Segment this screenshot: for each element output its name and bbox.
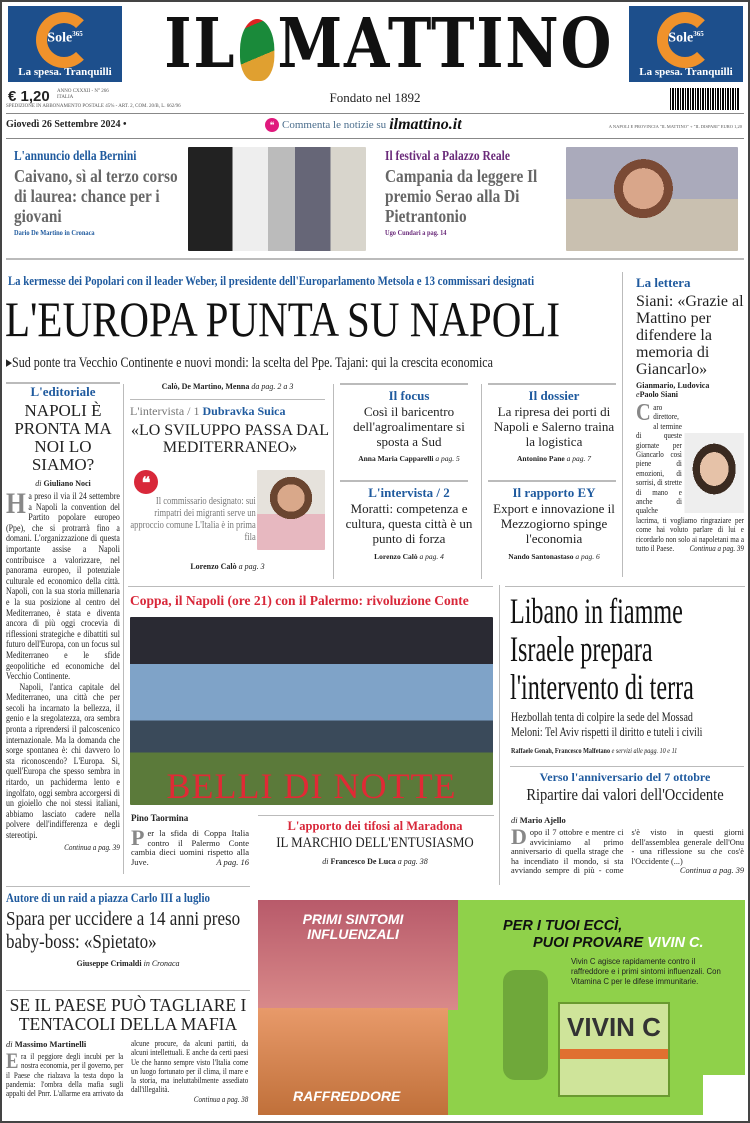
photo-giancarlo-siani xyxy=(684,433,744,513)
sport-text: Per la sfida di Coppa Italia contro il Palermo Conte cambia dieci uomini rispetto alla Juve. A pag. 16 xyxy=(131,825,249,867)
teaser-bernini[interactable]: L'annuncio della Bernini Caivano, sì al terzo corso di laurea: chance per i giovani Dario De Martino in Cronaca xyxy=(14,148,178,237)
tube-mascot-icon xyxy=(503,970,548,1080)
country: ITALIA xyxy=(57,95,74,100)
comment-link[interactable]: ❝ Commenta le notizie su ilmattino.it xyxy=(265,116,462,134)
rooster-logo-icon xyxy=(240,19,274,81)
product-box: VIVIN C xyxy=(558,1002,670,1097)
sponsor-logo-left[interactable]: Sole$^{365}$ La spesa. Tranquilli xyxy=(8,6,122,82)
photo-title: BELLI DI NOTTE xyxy=(166,766,457,806)
mafia-title[interactable]: SE IL PAESE PUÒ TAGLIARE I TENTACOLI DELLA MAFIA xyxy=(9,995,247,1034)
letter-siani[interactable]: La lettera Siani: «Grazie al Mattino per difendere la memoria di Giancarlo» Gianmario, Ludovica ePaolo Siani Caro direttore, al termine di queste giornate per Giancarlo così piene di emozioni, di sorrisi, di strette di mano e anche di qualche lacrima, ti vogliamo ringraziare per come hai voluto parlare di lui e ricordarlo non solo ai napoletani ma a tutto il Paese. Continua a pag. 39 xyxy=(636,275,744,554)
lead-kicker: La kermesse dei Popolari con il leader Weber, il presidente dell'Europarlamento Metsola e 13 commissari designati xyxy=(8,274,535,288)
sport-kicker: Coppa, il Napoli (ore 21) con il Palermo: rivoluzione Conte xyxy=(130,593,469,608)
sponsor-logo-right[interactable]: Sole$^{365}$ La spesa. Tranquilli xyxy=(629,6,743,82)
box-ey[interactable]: Il rapporto EY Export e innovazione il Mezzogiorno spinge l'economia Nando Santonastaso a pag. 6 xyxy=(488,480,620,561)
lebanon-headline[interactable]: Libano in fiamme Israele prepara l'intervento di terra xyxy=(510,591,694,707)
speech-bubble-icon: ❝ xyxy=(265,118,279,132)
teaser-festival[interactable]: Il festival a Palazzo Reale Campania da leggere Il premio Serao alla Di Pietrantonio Ugo Cundari a pag. 14 xyxy=(385,148,538,237)
lebanon-sub: Hezbollah tenta di colpire la sede del Mossad Meloni: Tel Aviv rispetti il diritto e tuteli i civili xyxy=(511,710,703,739)
menarini-logo xyxy=(703,1075,745,1115)
box-interview2[interactable]: L'intervista / 2 Moratti: competenza e cultura, questa città è un punto di forza Lorenzo Calò a pag. 4 xyxy=(340,480,478,561)
editorial[interactable]: L'editoriale NAPOLI È PRONTA MA NOI LO SIAMO? di Giuliano Noci Ha preso il via il 24 settembre a Napoli la convention del Partito popolare europeo (Ppe), che si protrarrà fino a domani. L'organizzazione di questa importante assise a Napoli contribuisce a valorizzare, nel panorama europeo, il potenziale culturale ed economico della città. Napoli, con la sua storia millenaria e la sua posizione al centro del Mediterraneo, è stata e diventa ancora di più oggi crocevia di riflessioni strategiche e dibattiti sul futuro dell'Europa, con un focus sul Mediterraneo e le sfide geopolitiche ed economiche del Vecchio Continente. Napoli, l'antica capitale del Mediterraneo, una città che per secoli ha incarnato la bellezza, il genio e la sregolatezza, ora sembra pronta a riprendersi il palcoscenico internazionale. Ma la domanda che sorge spontanea è: chi davvero lo sta riconoscendo? L'Europa. Sì, quell'Europa che spesso sembra in ritardo, un pachiderma lento e ingolfato, oggi sembra accorgersi di un gioiello che noi stessi italiani, abbiamo lasciato cadere nella polvere dell'indifferenza e degli stereotipi. Continua a pag. 39 xyxy=(6,384,120,852)
photo-suica xyxy=(257,470,325,550)
box-dossier[interactable]: Il dossier La ripresa dei porti di Napoli e Salerno traina la logistica Antonino Pane a pag. 7 xyxy=(488,383,620,463)
regional-price: A NAPOLI E PROVINCIA "IL MATTINO" + "IL DISPARI" EURO 1,20 xyxy=(608,124,742,129)
postal-info: SPEDIZIONE IN ABBONAMENTO POSTALE 45% - ART. 2, COM. 20/B, L. 662/96 xyxy=(6,104,181,109)
barcode xyxy=(670,88,740,110)
interview-quote: Il commissario designato: sui rimpatri dei migranti serve un approccio comune L'Italia è in prima fila xyxy=(130,496,256,543)
lead-subheadline: ▸Sud ponte tra Vecchio Continente e nuovi mondi: la scelta del Ppe. Tajani: qui la crescita economica xyxy=(6,355,493,371)
quote-icon: ❝ xyxy=(134,470,158,494)
maradona-article[interactable]: L'apporto dei tifosi al Maradona IL MARCHIO DELL'ENTUSIASMO di Francesco De Luca a pag. 38 xyxy=(276,819,474,866)
lead-headline[interactable]: L'EUROPA PUNTA SU NAPOLI xyxy=(5,291,561,347)
crime-article[interactable]: Autore di un raid a piazza Carlo III a luglio Spara per uccidere a 14 anni preso baby-boss: «Spietato» Giuseppe Crimaldi in Cronaca xyxy=(6,890,241,968)
founded: Fondato nel 1892 xyxy=(329,90,421,105)
box-focus[interactable]: Il focus Così il baricentro dell'agroalimentare si sposta a Sud Anna Maria Capparelli a pag. 5 xyxy=(340,383,478,463)
newspaper-title[interactable]: IL MATTINO xyxy=(164,4,614,84)
mafia-text: Era il peggiore degli incubi per la nostra economia, per il governo, per il Paese che rialzava la testa dopo la pandemia: l'ombra della mafia sugli appalti del Pnrr. L'allarme era arrivato da alcune procure, da alcuni partiti, da alcuni intellettuali. E anche da certi paesi Ue che hanno sempre visto l'Italia come un luogo fortunato per il clima, il mare e la storia, ma ineluttabilmente assediato dall'illegalità. Continua a pag. 38 xyxy=(6,1039,249,1104)
interview-suica[interactable]: L'intervista / 1 Dubravka Suica «LO SVILUPPO PASSA DAL MEDITERRANEO» xyxy=(130,404,330,456)
issue-number: ANNO CXXXII - N° 266 xyxy=(57,89,109,94)
west-text: Dopo il 7 ottobre e mentre ci avviciniamo al primo anniversario di quella strage che ha incendiato il mondo, si sta avviando sempre di più - come s'è visto in questi giorni dell'assemblea generale dell'Onu - una riflessione su che cos'è l'Occidente (...) Continua a pag. 39 xyxy=(511,824,744,875)
photo-di-pietrantonio xyxy=(566,147,738,251)
price: € 1,20 xyxy=(8,88,50,105)
west-article[interactable]: Verso l'anniversario del 7 ottobre Ripartire dai valori dell'Occidente xyxy=(526,770,724,804)
photo-caivano xyxy=(188,147,366,251)
date: Giovedì 26 Settembre 2024 • xyxy=(6,119,127,130)
vivin-c-ad[interactable]: PRIMI SINTOMI INFLUENZALI RAFFREDDORE PER I TUOI ECCÌ, PUOI PROVARE VIVIN C. Vivin C agisce rapidamente contro il raffreddore e i primi sintomi influenzali. Con Vitamina C per le difese immunitarie. VIVIN C xyxy=(258,900,745,1115)
